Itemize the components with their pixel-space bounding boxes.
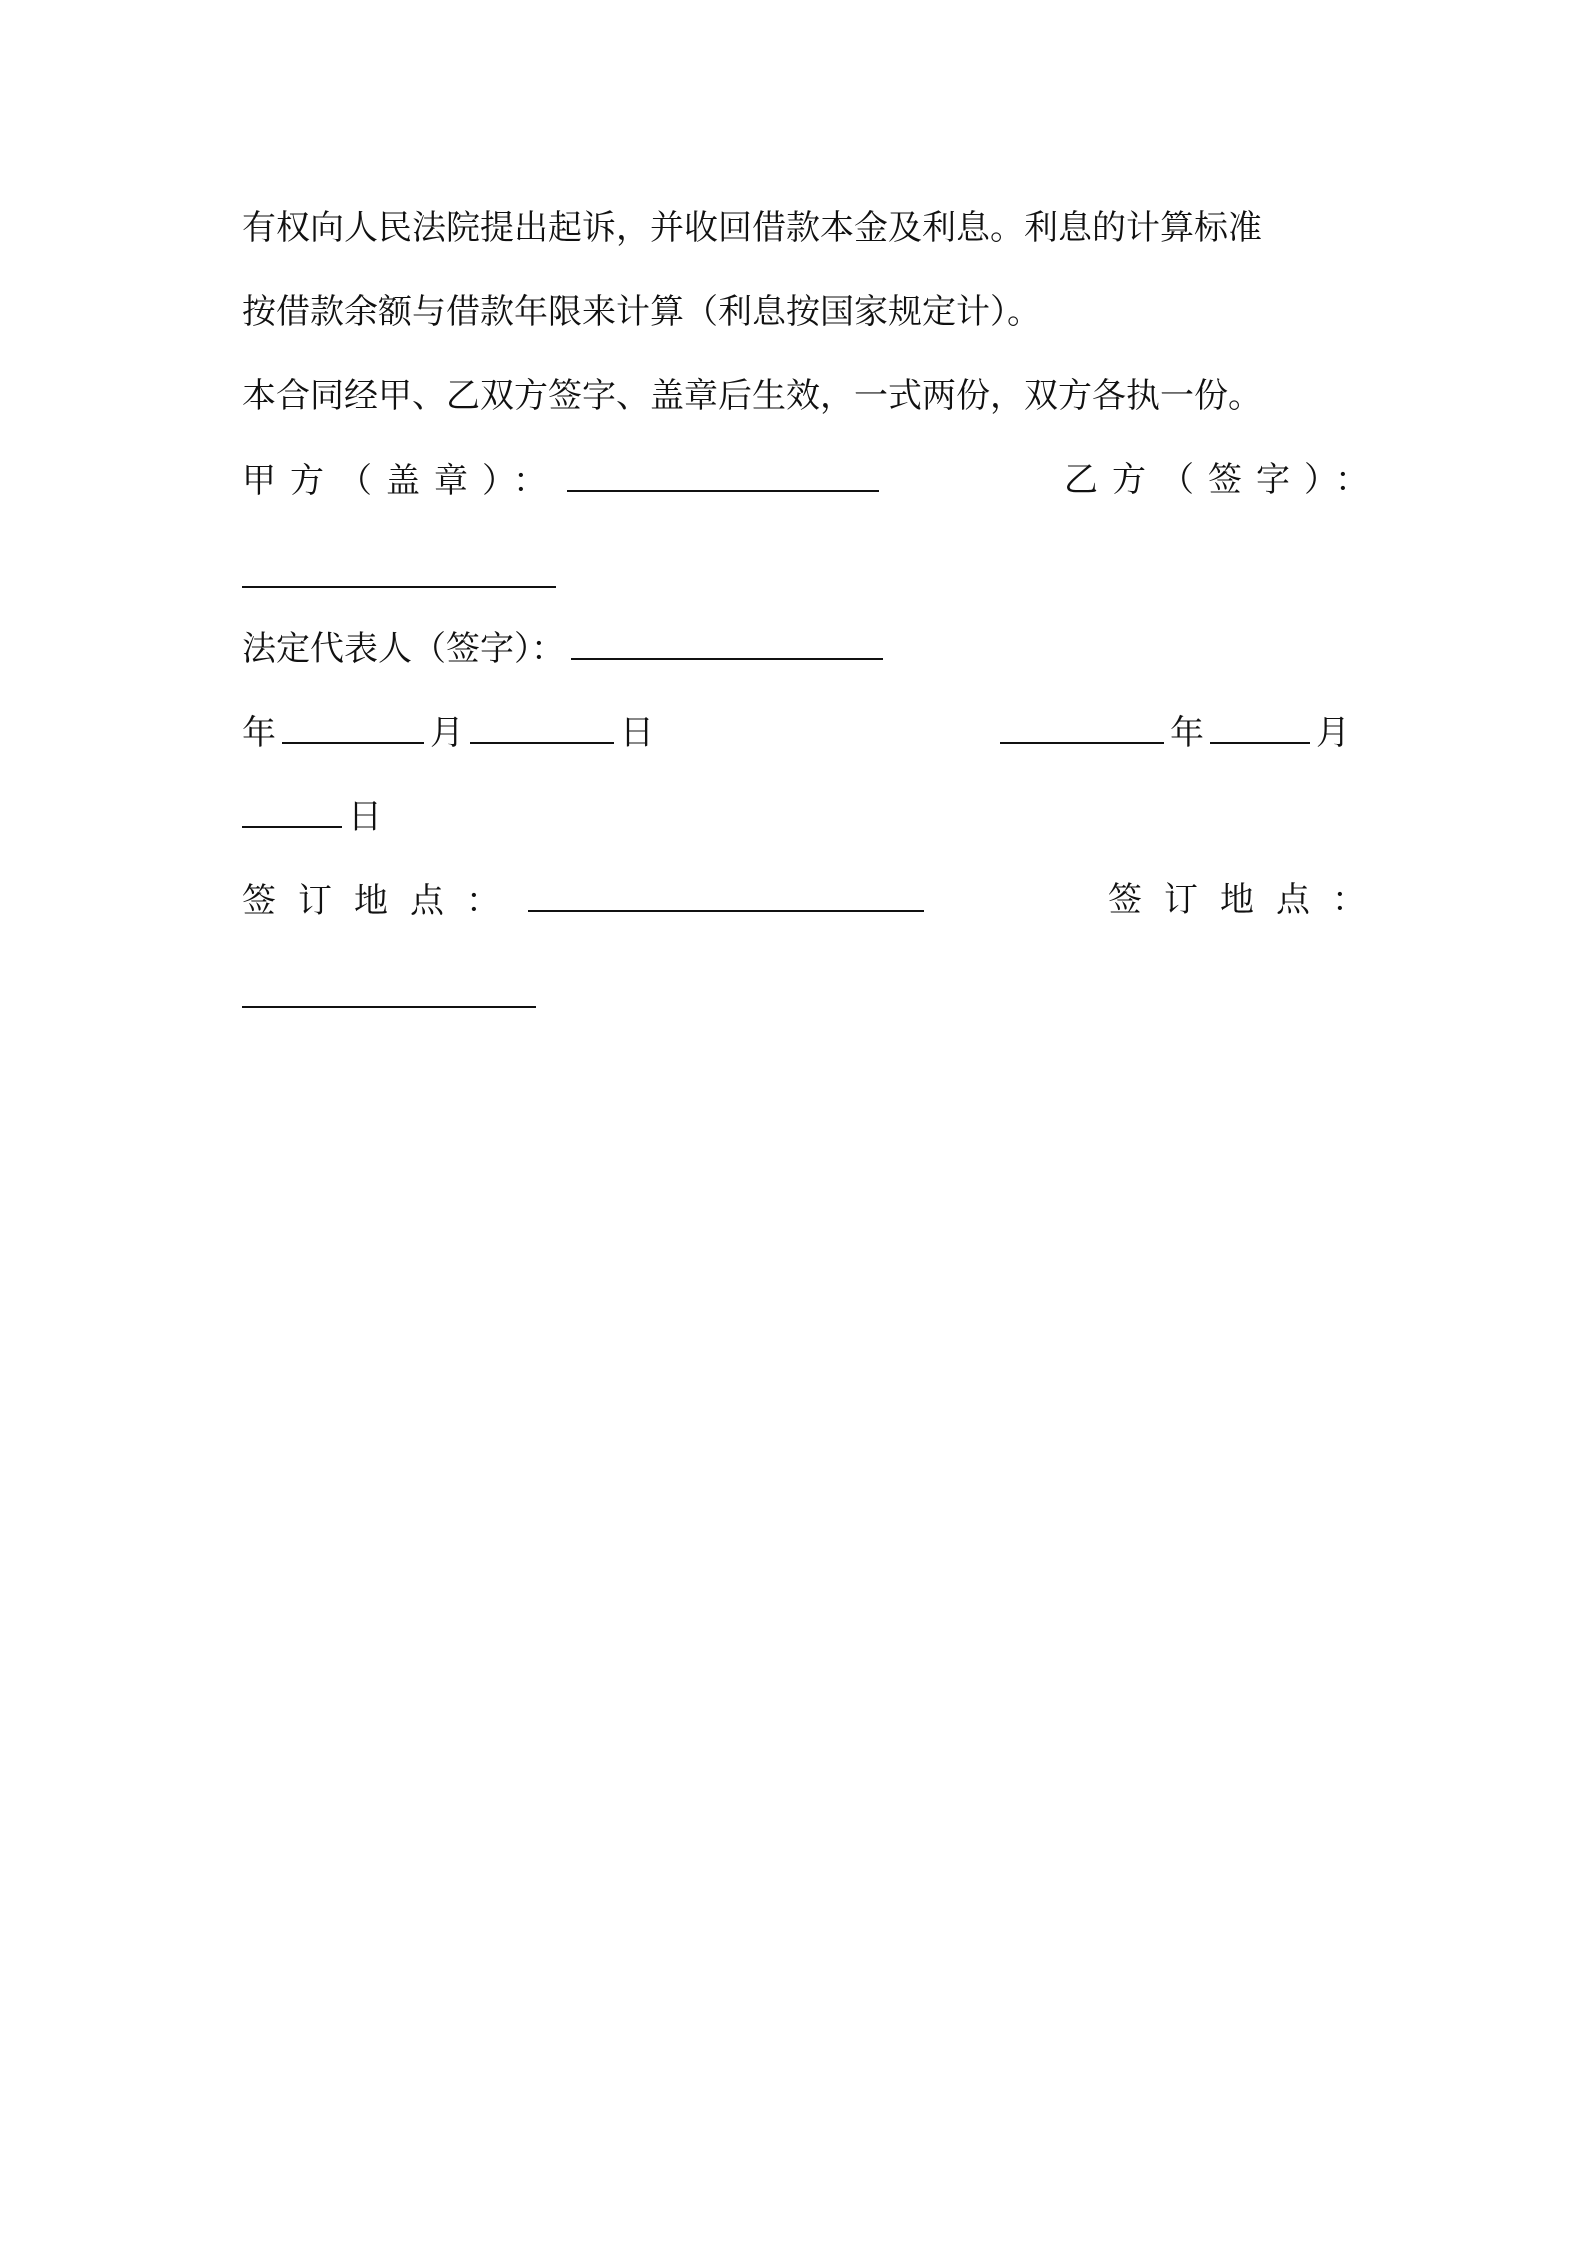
date-a-month-label: 月 [430,713,464,753]
date-b-year-blank [1000,712,1164,744]
date-a-year-label: 年 [242,713,276,753]
date-b-month-blank [1210,712,1310,744]
party-b-signature-blank [242,584,556,588]
date-a-day-label: 日 [620,713,654,753]
place-a-blank [528,880,924,912]
paragraph-2: 本合同经甲、乙双方签字、盖章后生效，一式两份，双方各执一份。 [242,376,1262,416]
date-a-day-blank [470,712,614,744]
date-b-year-label: 年 [1170,713,1204,753]
date-b-day-blank [242,796,342,828]
party-a-label: 甲方（盖章）： [242,461,561,501]
place-b-blank [242,1004,536,1008]
place-label-a: 签订地点： [242,881,522,921]
paragraph-1-line-1: 有权向人民法院提出起诉，并收回借款本金及利息。利息的计算标准 [242,208,1262,248]
date-b-month-label: 月 [1316,713,1350,753]
legal-rep-row [242,628,889,669]
date-a-month-blank [282,712,424,744]
party-a-row [242,460,885,501]
legal-rep-label: 法定代表人（签字）： [242,629,565,669]
legal-rep-signature-blank [571,628,883,660]
date-b-day-label: 日 [348,797,382,837]
date-row-b [1000,712,1350,753]
place-row-a [242,880,930,921]
date-row-a [242,712,654,753]
place-label-b: 签订地点： [1108,880,1388,920]
party-a-signature-blank [567,460,879,492]
date-b-day-row [242,796,382,837]
paragraph-1-line-2: 按借款余额与借款年限来计算（利息按国家规定计）。 [242,292,1041,332]
party-b-label: 乙方（签字）： [1064,460,1383,500]
